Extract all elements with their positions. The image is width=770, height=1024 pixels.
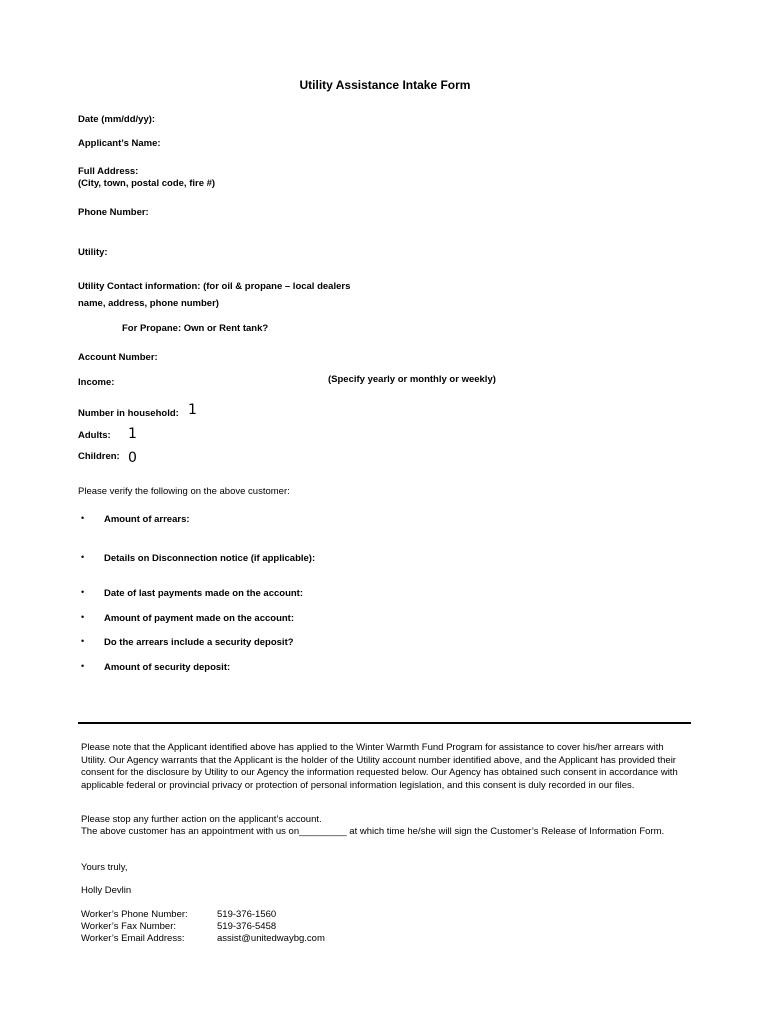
household-label: Number in household: (78, 408, 179, 419)
form-title: Utility Assistance Intake Form (299, 78, 471, 92)
bullet-icon: • (81, 513, 85, 523)
worker-email-label: Worker’s Email Address: (81, 933, 185, 944)
full-address-sublabel: (City, town, postal code, fire #) (78, 178, 216, 189)
closing-text: Yours truly, (81, 862, 128, 873)
utility-label: Utility: (78, 247, 108, 258)
applicant-name-label: Applicant’s Name: (78, 138, 161, 149)
verify-intro: Please verify the following on the above customer: (78, 486, 290, 497)
propane-label: For Propane: Own or Rent tank? (122, 323, 269, 334)
worker-phone-row (81, 909, 276, 922)
appointment-text: The above customer has an appointment with us on_________ at which time he/she will sign the Customer’s Release of Information Form. (81, 826, 665, 837)
consent-paragraph: Please note that the Applicant identified above has applied to the Winter Warmth Fund Program for assistance to cover his/her arrears with Utility. Our Agency warrants that the Applicant is the holder of the Utility account number identified above, and the Applicant has provided their consent for the disclosure by Utility to our Agency the information requested below. Our Agency has obtained such consent in accordance with applicable federal or provincial privacy or protection of personal information legislation, and this consent is duly recorded in our files. (81, 742, 678, 791)
worker-phone-value: 519-376-1560 (217, 909, 277, 920)
account-number-label: Account Number: (78, 352, 158, 363)
list-item: Do the arrears include a security deposit? (104, 637, 294, 648)
section-divider (78, 722, 691, 724)
full-address-label: Full Address: (78, 166, 139, 177)
worker-fax-value: 519-376-5458 (217, 921, 277, 932)
list-item: Date of last payments made on the account: (104, 588, 304, 599)
bullet-icon: • (81, 587, 85, 597)
stop-action-text: Please stop any further action on the applicant’s account. (81, 814, 322, 825)
income-label: Income: (78, 377, 115, 388)
income-note: (Specify yearly or monthly or weekly) (328, 374, 496, 385)
worker-email-row (81, 933, 325, 946)
list-item: Details on Disconnection notice (if applicable): (104, 553, 316, 564)
children-label: Children: (78, 451, 120, 462)
list-item: Amount of security deposit: (104, 662, 231, 673)
list-item: Amount of payment made on the account: (104, 613, 295, 624)
list-item: Amount of arrears: (104, 514, 190, 525)
household-value: 1 (188, 402, 197, 418)
date-label: Date (mm/dd/yy): (78, 114, 156, 125)
bullet-icon: • (81, 636, 85, 646)
worker-fax-row (81, 921, 276, 934)
bullet-icon: • (81, 612, 85, 622)
worker-phone-label: Worker’s Phone Number: (81, 909, 188, 920)
bullet-icon: • (81, 552, 85, 562)
worker-email-value: assist@unitedwaybg.com (217, 933, 325, 944)
utility-contact-label: Utility Contact information: (for oil & propane – local dealers (78, 281, 351, 292)
bullet-icon: • (81, 661, 85, 671)
signer-name: Holly Devlin (81, 885, 132, 896)
phone-number-label: Phone Number: (78, 207, 149, 218)
children-value: 0 (128, 450, 137, 466)
utility-contact-sublabel: name, address, phone number) (78, 298, 219, 309)
adults-value: 1 (128, 426, 137, 442)
worker-fax-label: Worker’s Fax Number: (81, 921, 177, 932)
adults-label: Adults: (78, 430, 111, 441)
